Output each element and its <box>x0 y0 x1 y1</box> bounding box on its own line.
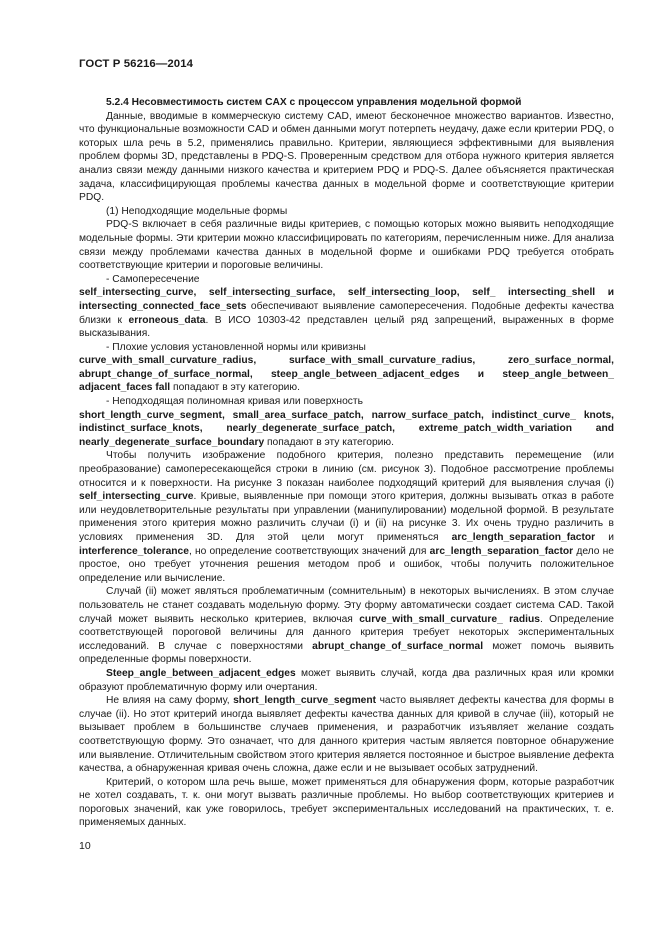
text-run: (1) Неподходящие модельные формы <box>106 205 288 217</box>
text-run: дело не простое, оно требует уточнения решения методом проб и ошибок, чтобы получить положительное определение или вычисление. <box>79 545 614 584</box>
text-run: часто выявляет дефекты качества для формы в случае (ii). Но этот критерий иногда выявляет дефекты качества данных для кривой в случае (iii), который не вызывает проблем в большинстве случаев применения, и разработчик изъявляет желание создать соответствующую форму. Это означает, что для данного критерия частым является повторное обнаружение или выявление. Отличительным свойством этого критерия является постоянное и быстрое выявление дефекта качества, а обнаруженная кривая очень сложна, даже если и не вызывает особых затруднений. <box>79 695 614 775</box>
text-run: попадают в эту категорию. <box>170 382 300 394</box>
text-run: Данные, вводимые в коммерческую систему CAD, имеют бесконечное множество вариантов. Известно, что функциональные возможности CAD и обмен данными могут потерпеть неудачу, даже если критерии PDQ, о которых шла речь в 5.2, применялись правильно. Критерии, являющиеся эффективными для выявления проблем формы 3D, представлены в PDQ-S. Проверенным средством для отбора нужного критерия является анализ связи между данными низкого качества и критерием PDQ и PDQ-S. Далее объясняется практическая задача, классифицирующая проблемы качества данных в модельной форме и соответствующие критерии PDQ. <box>79 110 614 204</box>
document-body <box>79 95 614 830</box>
text-run: попадают в эту категорию. <box>264 436 394 448</box>
term-bold: Steep_angle_between_adjacent_edges <box>106 667 296 679</box>
paragraph <box>79 286 614 340</box>
paragraph <box>79 585 614 667</box>
term-bold: abrupt_change_of_surface_normal <box>312 640 484 652</box>
paragraph <box>79 694 614 776</box>
term-bold: arc_length_separation_factor <box>451 532 596 543</box>
paragraph <box>79 776 614 830</box>
text-run: может помочь выявить определенные формы поверхности. <box>79 640 615 666</box>
text-run: - Самопересечение <box>106 273 200 285</box>
text-run: , но определение соответствующих значений для <box>188 545 430 557</box>
paragraph <box>79 205 614 219</box>
paragraph <box>79 354 614 395</box>
section-title: 5.2.4 Несовместимость систем CAX с процессом управления модельной формой <box>106 97 522 108</box>
text-run: . В ИСО 10303-42 представлен целый ряд запрещений, выраженных в форме высказывания. <box>79 314 614 340</box>
term-bold: self_intersecting_curve <box>79 491 194 503</box>
term-bold: short_length_curve_segment, small_area_surface_patch, narrow_surface_patch, indistinct_curve_ knots, indistinct_surface_knots, nearly_degenerate_surface_patch, extreme_patch_width_variation and nearly_degenerate_surface_boundary <box>79 409 614 448</box>
text-run: PDQ-S включает в себя различные виды критериев, с помощью которых можно выявить неподходящие модельные формы. Эти критерии можно классифицировать по категориям, перечисленным ниже. Для анализа связи между проблемами качества данных в модельной форме и ошибками PDQ требуется отобрать соответствующие критерии и пороговые величины. <box>79 219 614 272</box>
text-run: обеспечивают выявление самопересечения. Подобные дефекты качества близки к <box>79 300 614 326</box>
paragraph <box>79 273 614 287</box>
text-run: Чтобы получить изображение подобного критерия, полезно представить перемещение (или преобразование) самопересекающейся строки в линию (см. рисунок 3). Подобное рассмотрение проблемы относится и к поверхности. На рисунке 3 показан наиболее подходящий критерий для выявления случая (i) <box>79 450 614 489</box>
paragraph <box>79 341 614 355</box>
paragraph <box>79 449 614 585</box>
paragraph <box>79 409 614 450</box>
text-run: Критерий, о котором шла речь выше, может применяться для обнаружения форм, которые разработчик не хотел создавать, т. к. они могут вызвать различные проблемы. Но выбор соответствующих критериев и пороговых значений, как уже говорилось, требует экспериментальных исследований на практических, т. е. применяемых данных. <box>79 776 614 829</box>
paragraph <box>79 110 614 205</box>
document-header: ГОСТ Р 56216—2014 <box>79 58 194 70</box>
text-run: . Определение соответствующей пороговой величины для данного критерия требует некоторых экспериментальных исследований. В случае с поверхностями <box>79 613 614 652</box>
text-run: - Плохие условия установленной нормы или кривизны <box>106 341 366 353</box>
text-run: Случай (ii) может являться проблематичным (сомнительным) в некоторых вычислениях. В этом случае пользователь не станет создавать модельную форму. Эту форму автоматически создает система CAD. Такой случай может выявить несколько критериев, включая <box>79 586 614 625</box>
paragraph <box>79 218 614 272</box>
text-run: и <box>595 532 614 543</box>
page-number: 10 <box>79 840 91 852</box>
term-bold: short_length_curve_segment <box>233 695 377 707</box>
term-bold: interference_tolerance <box>79 545 189 557</box>
paragraph <box>79 667 614 694</box>
term-bold: arc_length_separation_factor <box>429 545 574 557</box>
text-run: . Кривые, выявленные при помощи этого критерия, должны вызывать отказ в работе или неудовлетворительные результаты при управлении (манипулировании) модельной формой. В результате применения этого критерия можно различить случаи (i) и (ii) на рисунке 3. Их очень трудно различить в условиях применения 3D. Для этой цели могут применяться <box>79 491 614 543</box>
term-bold: curve_with_small_curvature_radius, surface_with_small_curvature_radius, zero_surface_normal, abrupt_change_of_surface_normal, steep_angle_between_adjacent_edges и steep_angle_between_ adjacent_faces fall <box>79 355 614 394</box>
term-bold: curve_with_small_curvature_ radius <box>359 613 540 625</box>
text-run: - Неподходящая полиномная кривая или поверхность <box>106 396 363 408</box>
text-run: может выявить случай, когда два различных края или кромки образуют проблематичную форму или очертания. <box>79 667 614 693</box>
paragraph <box>79 395 614 409</box>
text-run: Не влияя на саму форму, <box>106 695 234 707</box>
term-bold: self_intersecting_curve, self_intersecting_surface, self_intersecting_loop, self_ intersecting_shell и intersecting_connected_face_sets <box>79 287 614 312</box>
term-bold: erroneous_data <box>128 314 206 326</box>
